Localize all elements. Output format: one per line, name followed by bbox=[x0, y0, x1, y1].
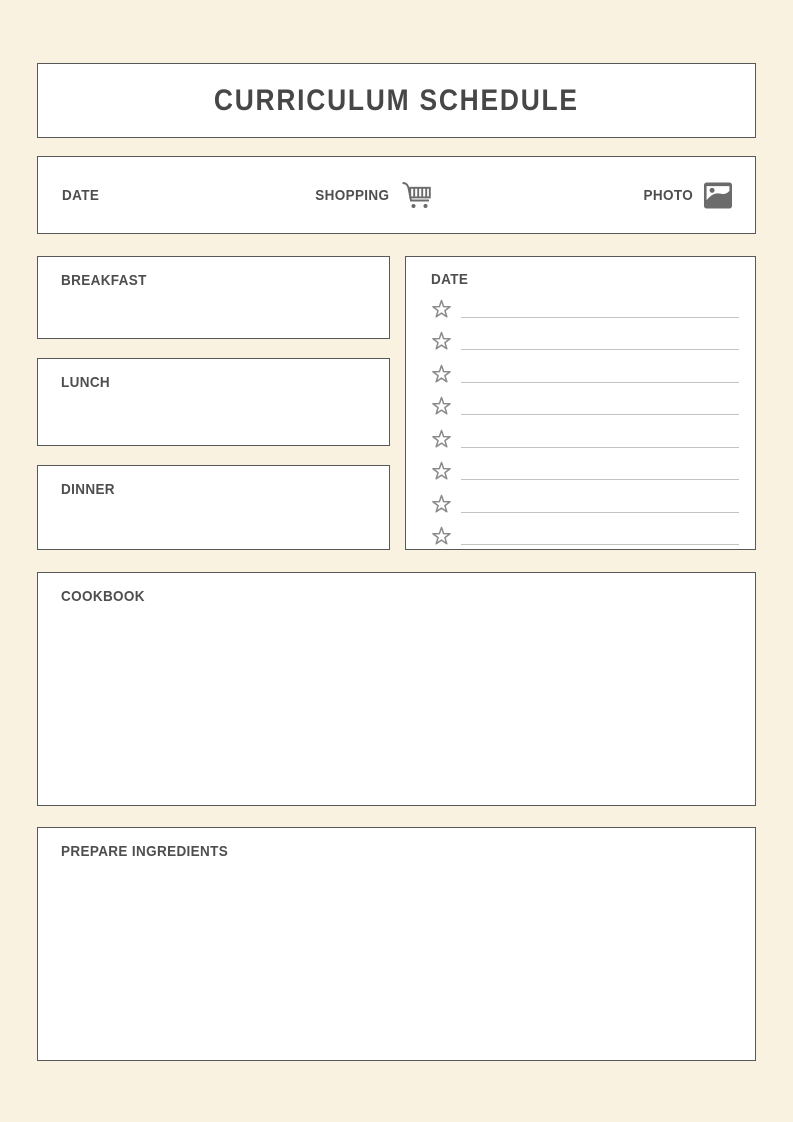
prepare-ingredients-entry-area[interactable] bbox=[38, 868, 755, 1060]
date-list-label: DATE bbox=[431, 271, 469, 288]
date-row bbox=[431, 293, 739, 326]
date-row bbox=[431, 521, 739, 554]
date-row bbox=[431, 326, 739, 359]
star-icon bbox=[431, 396, 452, 417]
date-row-line[interactable] bbox=[461, 447, 739, 448]
shopping-cart-icon bbox=[400, 180, 434, 210]
star-icon bbox=[431, 494, 452, 515]
star-icon bbox=[431, 364, 452, 385]
breakfast-label: BREAKFAST bbox=[61, 272, 147, 289]
date-row bbox=[431, 391, 739, 424]
date-row-line[interactable] bbox=[461, 544, 739, 545]
date-row bbox=[431, 488, 739, 521]
page-title: CURRICULUM SCHEDULE bbox=[214, 83, 579, 117]
lunch-label: LUNCH bbox=[61, 374, 111, 391]
date-row bbox=[431, 456, 739, 489]
prepare-ingredients-label: PREPARE INGREDIENTS bbox=[61, 843, 229, 860]
star-icon bbox=[431, 461, 452, 482]
date-row-list bbox=[431, 293, 739, 553]
breakfast-entry-area[interactable] bbox=[38, 295, 389, 338]
star-icon bbox=[431, 299, 452, 320]
date-row-line[interactable] bbox=[461, 414, 739, 415]
date-row bbox=[431, 423, 739, 456]
shopping-group bbox=[307, 180, 433, 210]
photo-group bbox=[638, 182, 733, 209]
date-row-line[interactable] bbox=[461, 382, 739, 383]
photo-label: PHOTO bbox=[643, 186, 693, 204]
prepare-ingredients-panel bbox=[37, 827, 756, 1061]
lunch-panel bbox=[37, 358, 390, 446]
title-panel bbox=[37, 63, 756, 138]
cookbook-panel bbox=[37, 572, 756, 806]
dinner-label: DINNER bbox=[61, 481, 115, 498]
date-list-panel bbox=[405, 256, 756, 550]
shopping-label: SHOPPING bbox=[315, 186, 390, 204]
cookbook-entry-area[interactable] bbox=[38, 613, 755, 805]
lunch-entry-area[interactable] bbox=[38, 397, 389, 445]
star-icon bbox=[431, 526, 452, 547]
date-row bbox=[431, 358, 739, 391]
date-label: DATE bbox=[62, 186, 100, 204]
date-row-line[interactable] bbox=[461, 349, 739, 350]
star-icon bbox=[431, 331, 452, 352]
star-icon bbox=[431, 429, 452, 450]
info-panel bbox=[37, 156, 756, 234]
breakfast-panel bbox=[37, 256, 390, 339]
dinner-entry-area[interactable] bbox=[38, 504, 389, 549]
date-row-line[interactable] bbox=[461, 479, 739, 480]
dinner-panel bbox=[37, 465, 390, 550]
photo-image-icon bbox=[703, 182, 733, 209]
cookbook-label: COOKBOOK bbox=[61, 588, 145, 605]
date-row-line[interactable] bbox=[461, 317, 739, 318]
date-row-line[interactable] bbox=[461, 512, 739, 513]
